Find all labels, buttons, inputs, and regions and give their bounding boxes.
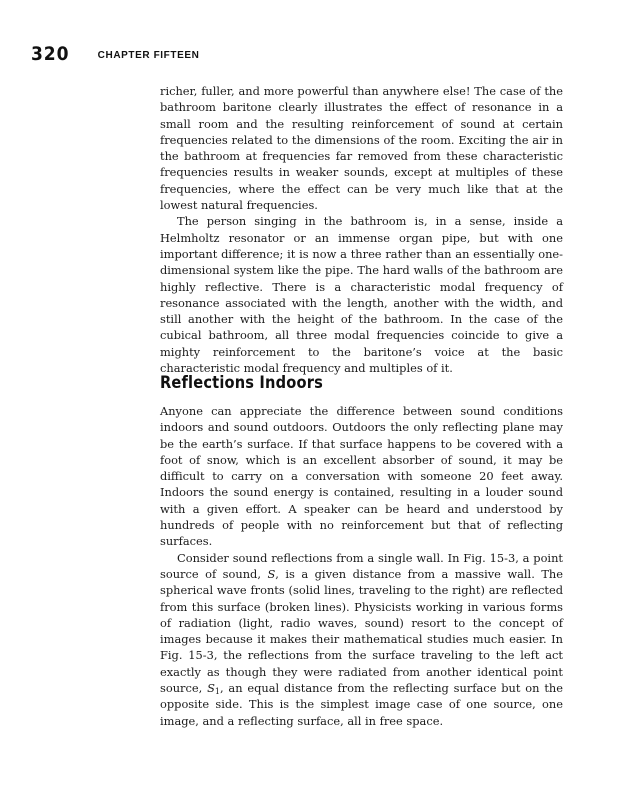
helmholtz-paragraph: The person singing in the bathroom is, in a sense, inside a Helmholtz resonator or an immense organ pipe, but with one important difference; it is now a three rather than an essentially one-dimensional system like the pipe. The hard walls of the bathroom are highly reflective. There is a characteristic modal frequency of resonance associated with the length, another with the width, and still another with the height of the bathroom. In the case of the cubical bathroom, all three modal frequencies coincide to give a mighty reinforcement to the baritone’s voice at the basic characteristic modal frequency and multiples of it. [160, 214, 563, 376]
section-heading: Reflections Indoors [160, 373, 323, 393]
running-head [31, 42, 199, 64]
continued-paragraph: richer, fuller, and more powerful than anywhere else! The case of the bathroom baritone clearly illustrates the effect of resonance in a small room and the resulting reinforcement of sound at certain frequencies related to the dimensions of the room. Exciting the air in the bathroom at frequencies far removed from these characteristic frequencies results in weaker sounds, except at multiples of these frequencies, where the effect can be very much like that at the lowest natural frequencies. [160, 84, 563, 213]
text-run: , an equal distance from the reflecting surface but on the opposite side. This is the simplest image case of one source, one image, and a reflecting surface, all in free space. [160, 681, 563, 728]
text-run: , is a given distance from a massive wall. The spherical wave fronts (solid lines, traveling to the right) are reflected from this surface (broken lines). Physicists working in various forms of radiation (light, radio waves, sound) resort to the concept of images because it makes their mathematical studies much easier. In Fig. 15-3, the reflections from the surface traveling to the left act exactly as though they were radiated from another identical point source, [160, 566, 563, 696]
text-run: Consider sound reflections from a single wall. In Fig. 15-3, a point source of sound, [160, 550, 563, 581]
single-wall-paragraph [160, 550, 563, 729]
page-number: 320 [31, 43, 70, 65]
body-text-section [160, 403, 563, 729]
image-source-variable: S [207, 681, 215, 696]
image-source-subscript: 1 [214, 687, 220, 697]
chapter-label: CHAPTER FIFTEEN [97, 50, 200, 61]
source-variable: S [267, 566, 276, 581]
body-text-top [160, 83, 563, 376]
indoor-outdoor-paragraph: Anyone can appreciate the difference between sound conditions indoors and sound outdoors. Outdoors the only reflecting plane may be the earth’s surface. If that surface happens to be covered with a foot of snow, which is an excellent absorber of sound, it may be difficult to carry on a conversation with someone 20 feet away. Indoors the sound energy is contained, resulting in a louder sound with a given effort. A speaker can be heard and understood by hundreds of people with no reinforcement but that of reflecting surfaces. [160, 404, 563, 549]
